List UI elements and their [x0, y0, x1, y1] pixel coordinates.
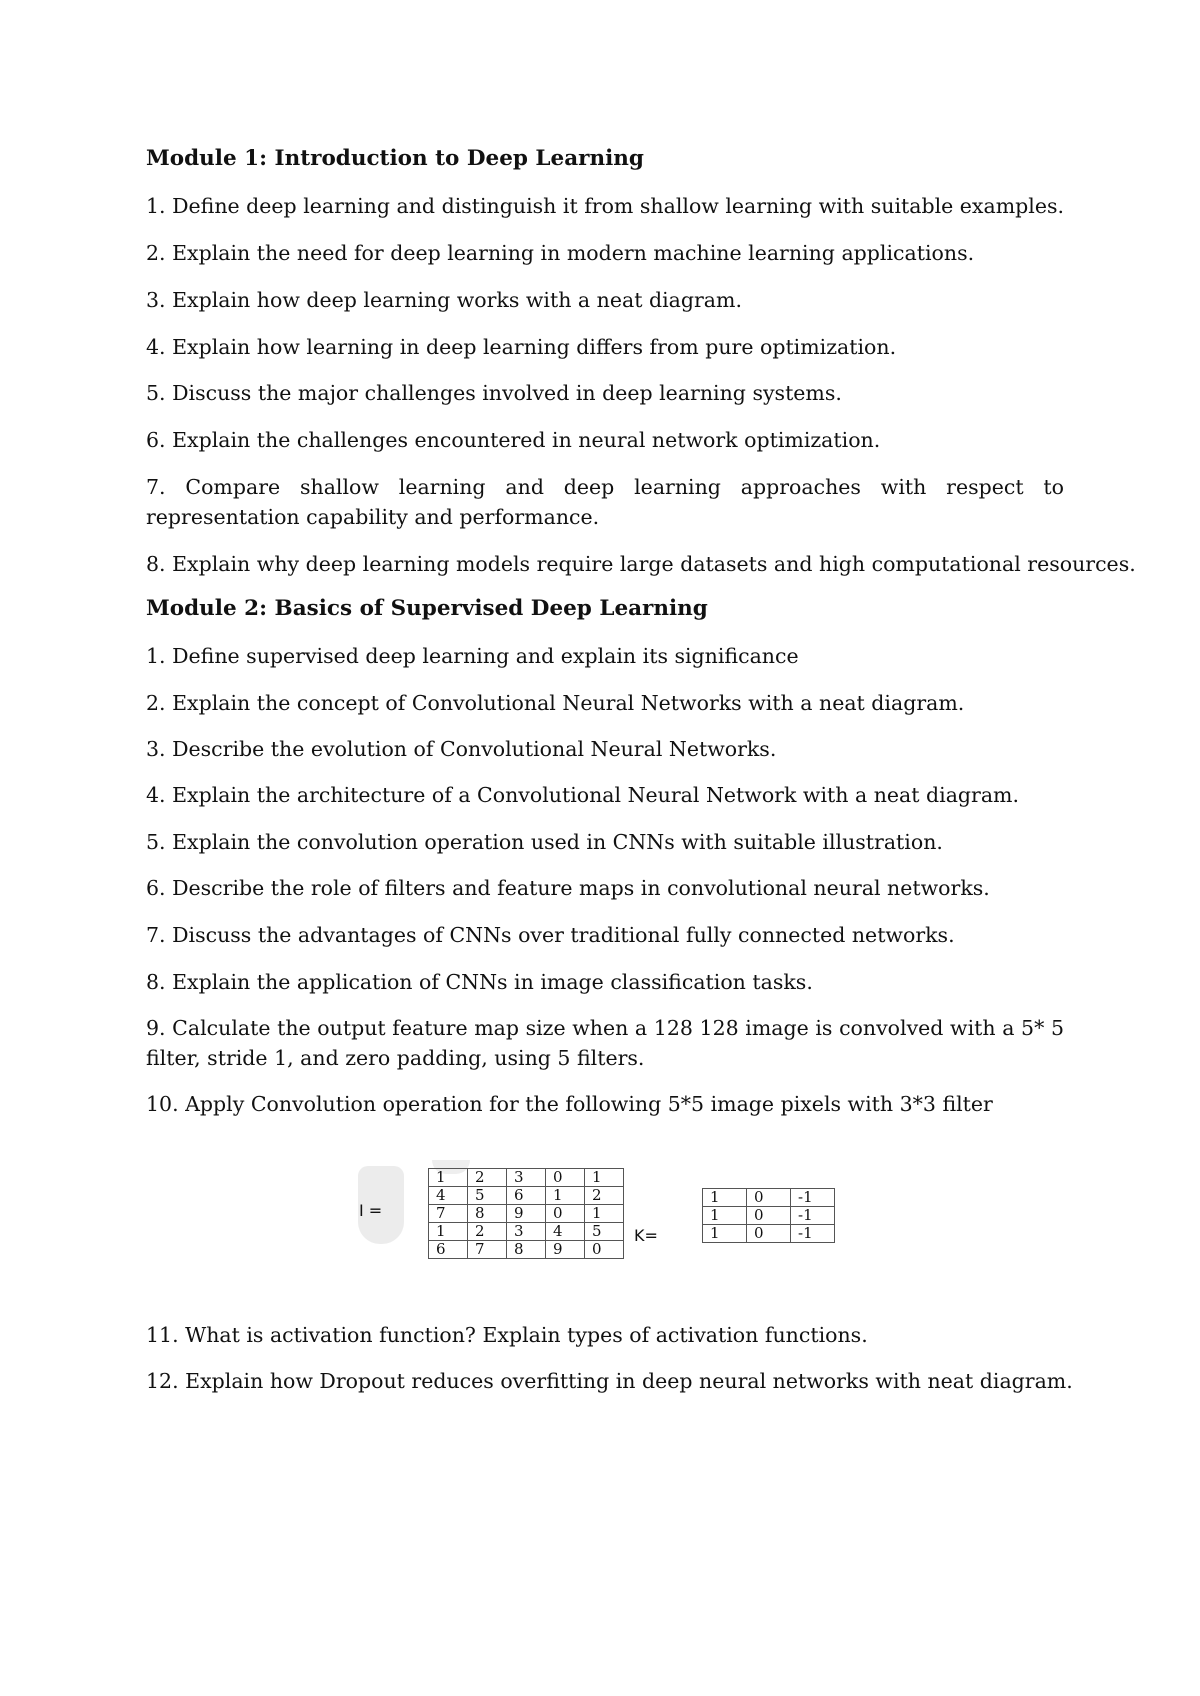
- convolution-figure: [146, 1160, 1064, 1280]
- module-1-heading: Module 1: Introduction to Deep Learning: [146, 146, 644, 171]
- m1-question-1: 1. Define deep learning and distinguish it from shallow learning with suitable examples.: [146, 194, 1064, 218]
- m1-question-4: 4. Explain how learning in deep learning differs from pure optimization.: [146, 335, 897, 359]
- image-matrix-cell: 2: [468, 1169, 507, 1187]
- m1-question-3: 3. Explain how deep learning works with a neat diagram.: [146, 288, 742, 312]
- m1-question-6: 6. Explain the challenges encountered in neural network optimization.: [146, 428, 881, 452]
- image-matrix-cell: 4: [429, 1187, 468, 1205]
- image-matrix-cell: 1: [585, 1205, 624, 1223]
- image-matrix-cell: 1: [429, 1169, 468, 1187]
- image-matrix-row: [429, 1205, 624, 1223]
- kernel-matrix-row: [703, 1225, 835, 1243]
- image-matrix-row: [429, 1187, 624, 1205]
- m2-question-11: 11. What is activation function? Explain types of activation functions.: [146, 1323, 868, 1347]
- kernel-matrix-cell: -1: [791, 1189, 835, 1207]
- kernel-matrix: [702, 1188, 835, 1243]
- image-matrix-row: [429, 1169, 624, 1187]
- image-matrix-cell: 9: [546, 1241, 585, 1259]
- m2-question-9: 9. Calculate the output feature map size when a 128 128 image is convolved with a 5* 5 filter, stride 1, and zero padding, using 5 filters.: [146, 1016, 1064, 1070]
- kernel-matrix-cell: -1: [791, 1225, 835, 1243]
- image-matrix-cell: 4: [546, 1223, 585, 1241]
- image-matrix-cell: 1: [546, 1187, 585, 1205]
- image-matrix-cell: 6: [507, 1187, 546, 1205]
- kernel-matrix-row: [703, 1189, 835, 1207]
- m2-question-12: 12. Explain how Dropout reduces overfitting in deep neural networks with neat diagram.: [146, 1369, 1073, 1393]
- image-matrix-cell: 5: [468, 1187, 507, 1205]
- image-matrix-cell: 7: [468, 1241, 507, 1259]
- kernel-matrix-cell: 0: [747, 1189, 791, 1207]
- m1-question-5: 5. Discuss the major challenges involved in deep learning systems.: [146, 381, 842, 405]
- kernel-matrix-cell: 0: [747, 1207, 791, 1225]
- image-matrix-cell: 7: [429, 1205, 468, 1223]
- m2-question-7: 7. Discuss the advantages of CNNs over traditional fully connected networks.: [146, 923, 955, 947]
- image-matrix-cell: 2: [585, 1187, 624, 1205]
- image-matrix-label: I =: [359, 1201, 383, 1220]
- m2-question-2: 2. Explain the concept of Convolutional Neural Networks with a neat diagram.: [146, 691, 965, 715]
- image-matrix: [428, 1168, 624, 1259]
- kernel-matrix-cell: 1: [703, 1207, 747, 1225]
- kernel-matrix-cell: 1: [703, 1225, 747, 1243]
- kernel-matrix-cell: 0: [747, 1225, 791, 1243]
- image-matrix-row: [429, 1223, 624, 1241]
- m2-question-1: 1. Define supervised deep learning and explain its significance: [146, 644, 799, 668]
- kernel-matrix-label: K=: [634, 1226, 658, 1245]
- image-matrix-cell: 6: [429, 1241, 468, 1259]
- image-matrix-cell: 3: [507, 1223, 546, 1241]
- image-matrix-cell: 2: [468, 1223, 507, 1241]
- m2-question-10: 10. Apply Convolution operation for the following 5*5 image pixels with 3*3 filter: [146, 1092, 993, 1116]
- image-matrix-cell: 0: [546, 1169, 585, 1187]
- image-matrix-row: [429, 1241, 624, 1259]
- image-matrix-cell: 8: [507, 1241, 546, 1259]
- image-matrix-cell: 1: [585, 1169, 624, 1187]
- image-matrix-cell: 3: [507, 1169, 546, 1187]
- image-matrix-cell: 5: [585, 1223, 624, 1241]
- m2-question-4: 4. Explain the architecture of a Convolutional Neural Network with a neat diagram.: [146, 783, 1020, 807]
- module-2-heading: Module 2: Basics of Supervised Deep Learning: [146, 596, 708, 621]
- image-matrix-cell: 1: [429, 1223, 468, 1241]
- m1-question-2: 2. Explain the need for deep learning in modern machine learning applications.: [146, 241, 975, 265]
- image-matrix-cell: 0: [585, 1241, 624, 1259]
- image-matrix-cell: 9: [507, 1205, 546, 1223]
- kernel-matrix-cell: -1: [791, 1207, 835, 1225]
- m1-question-7: 7. Compare shallow learning and deep learning approaches with respect to representation capability and performance.: [146, 475, 1064, 529]
- image-matrix-cell: 8: [468, 1205, 507, 1223]
- m2-question-3: 3. Describe the evolution of Convolutional Neural Networks.: [146, 737, 777, 761]
- m2-question-6: 6. Describe the role of filters and feature maps in convolutional neural networks.: [146, 876, 990, 900]
- image-matrix-cell: 0: [546, 1205, 585, 1223]
- m2-question-5: 5. Explain the convolution operation used in CNNs with suitable illustration.: [146, 830, 943, 854]
- m1-question-8: 8. Explain why deep learning models require large datasets and high computational resources.: [146, 552, 1136, 576]
- kernel-matrix-row: [703, 1207, 835, 1225]
- m2-question-8: 8. Explain the application of CNNs in image classification tasks.: [146, 970, 813, 994]
- kernel-matrix-cell: 1: [703, 1189, 747, 1207]
